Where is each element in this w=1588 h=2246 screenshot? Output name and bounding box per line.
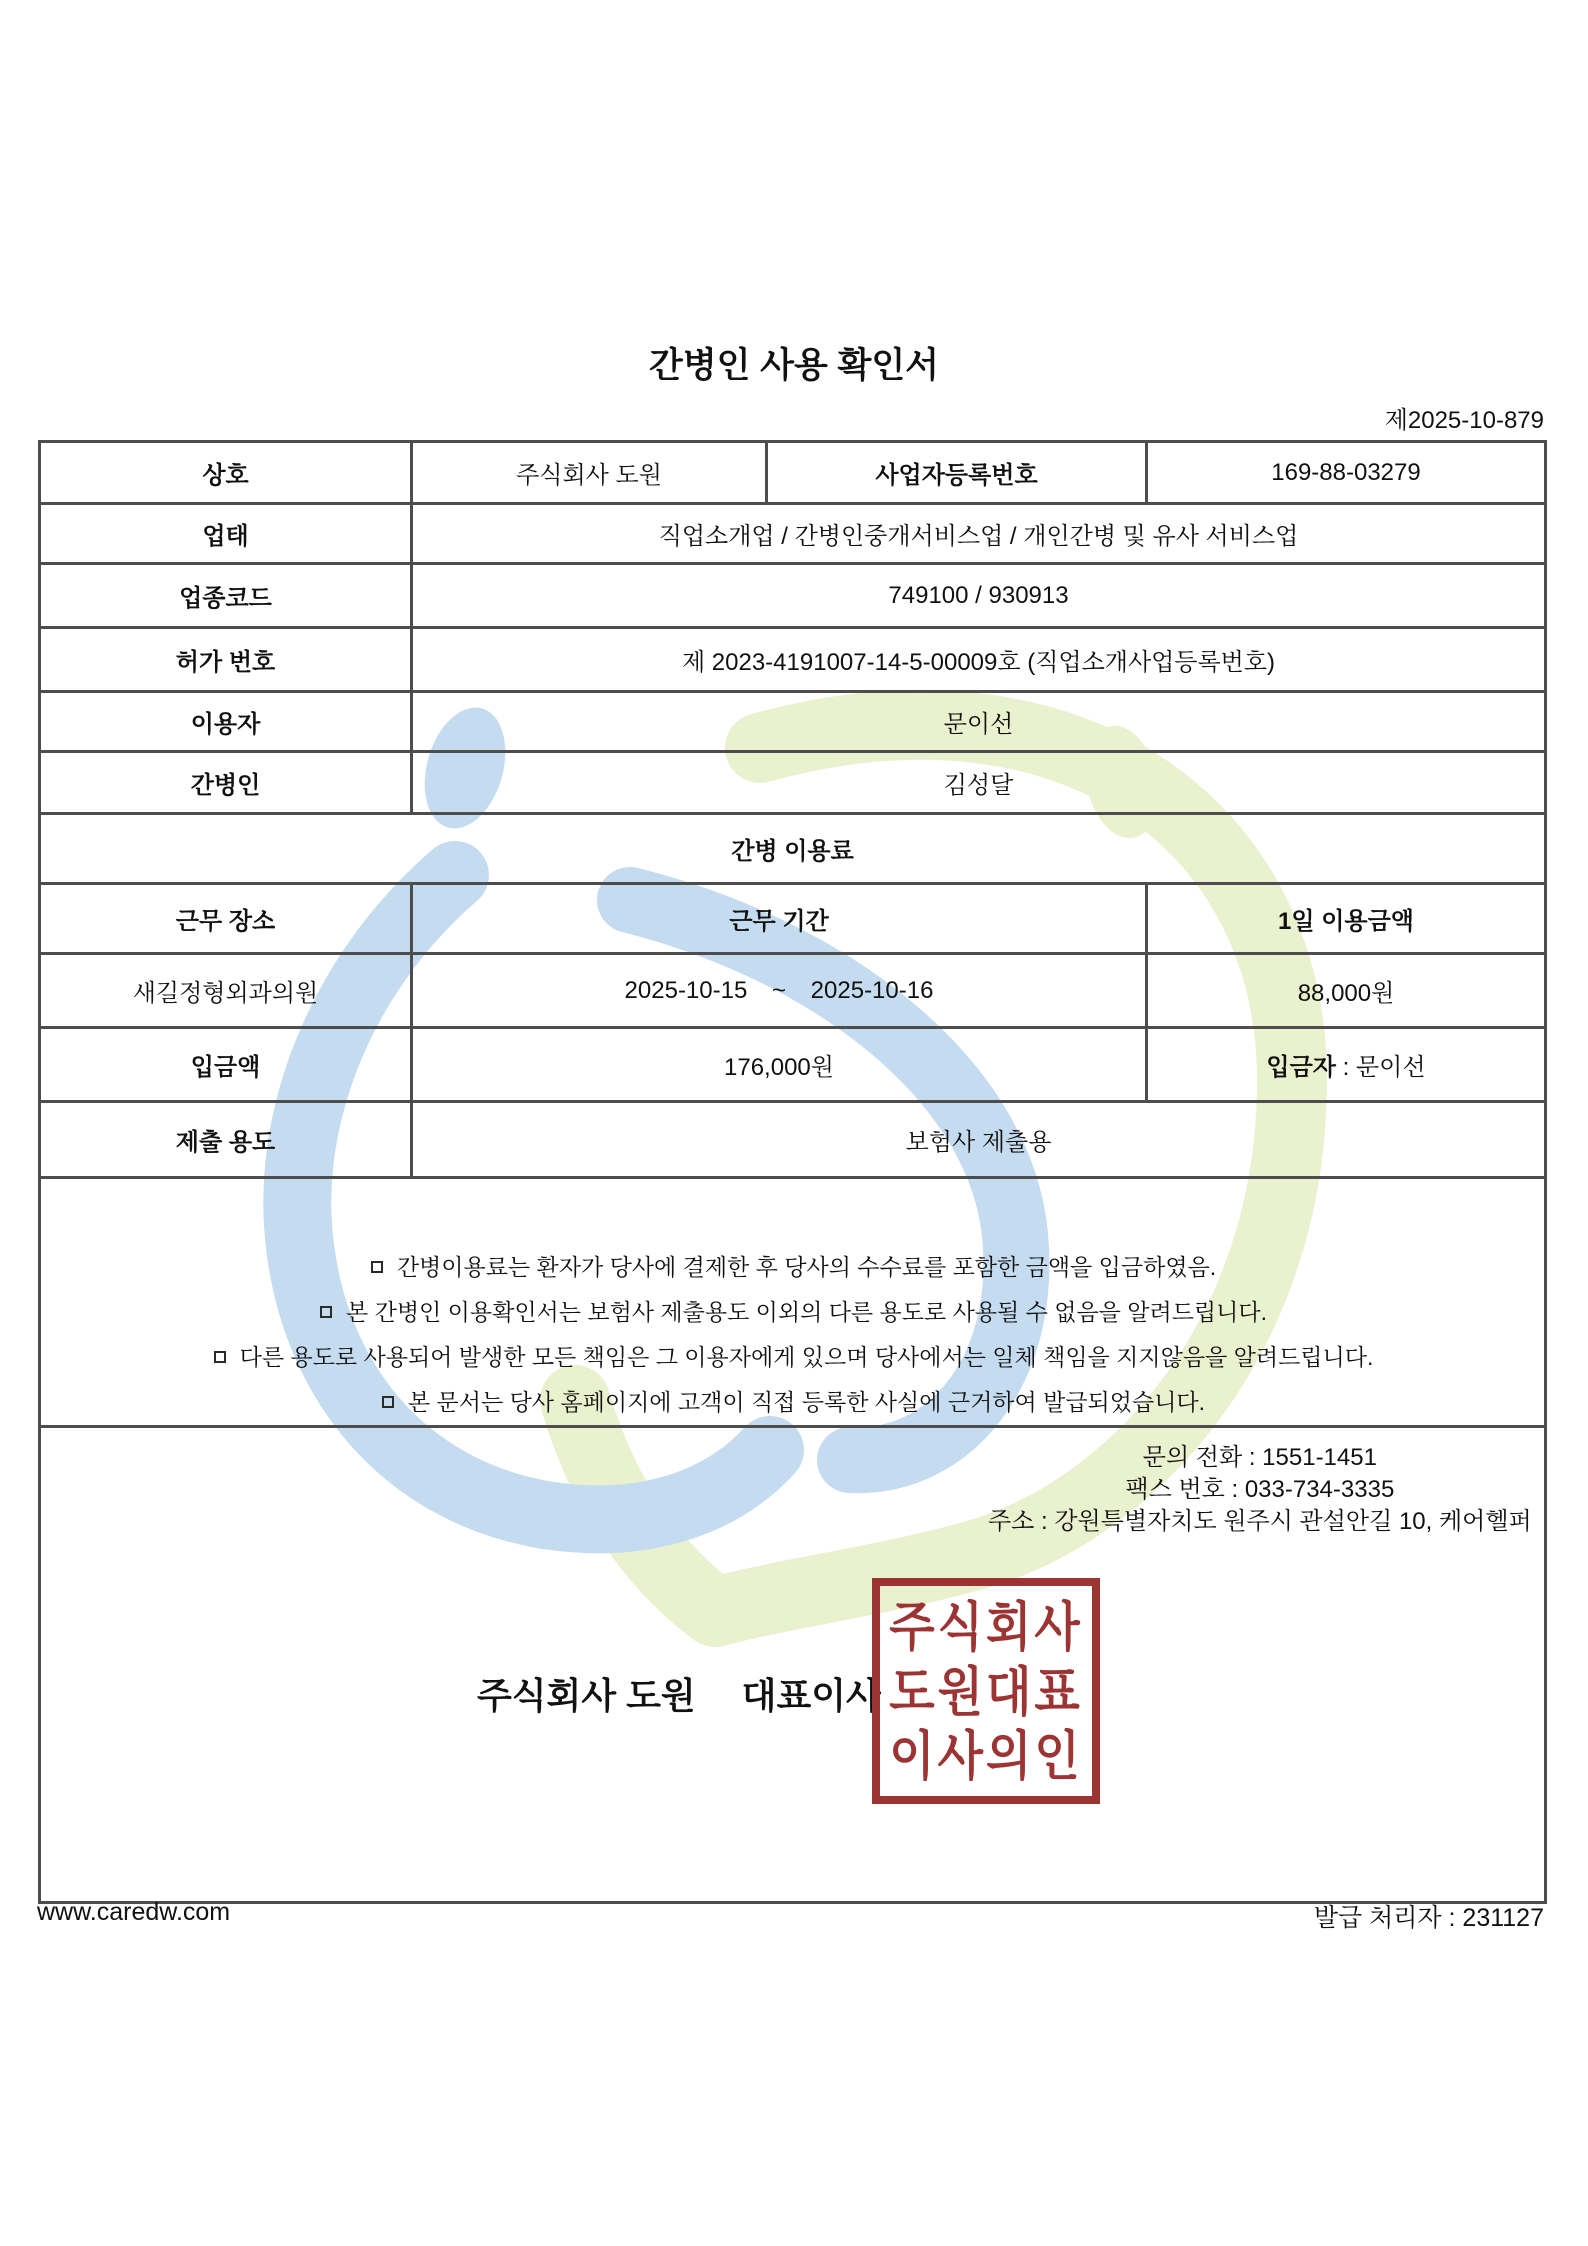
industry-code-value: 749100 / 930913: [412, 564, 1546, 628]
signature-role: 대표이사: [741, 1675, 881, 1716]
table-row: [40, 504, 1546, 564]
table-row: [40, 628, 1546, 692]
table-row: [40, 564, 1546, 628]
table-row: [40, 954, 1546, 1028]
business-regno-value: 169-88-03279: [1147, 442, 1546, 504]
issuer-id: 발급 처리자 : 231127: [1313, 1904, 1544, 1932]
table-row: [40, 752, 1546, 814]
website-url: www.caredw.com: [37, 1898, 231, 1926]
fee-section-title: 간병 이용료: [40, 814, 1546, 884]
seal-text-line: 이사의인: [889, 1725, 1083, 1785]
contact-fax: 팩스 번호 : 033-734-3335: [1125, 1476, 1395, 1503]
note-item: [63, 1290, 1524, 1335]
permit-number-value: 제 2023-4191007-14-5-00009호 (직업소개사업등록번호): [412, 628, 1546, 692]
table-row: [40, 1178, 1546, 1427]
company-name-label: 상호: [40, 442, 412, 504]
signature-line: [477, 1668, 881, 1719]
square-bullet-icon: [382, 1396, 394, 1408]
period-from: 2025-10-15: [624, 976, 748, 1004]
period-tilde: ~: [771, 976, 786, 1004]
confirmation-table: [38, 440, 1547, 1904]
permit-number-label: 허가 번호: [40, 628, 412, 692]
business-type-label: 업태: [40, 504, 412, 564]
deposit-label: 입금액: [40, 1028, 412, 1102]
company-name-value: 주식회사 도원: [412, 442, 767, 504]
note-text: 본 간병인 이용확인서는 보험사 제출용도 이외의 다른 용도로 사용될 수 없음을 알려드립니다.: [346, 1299, 1267, 1325]
table-row: [40, 1028, 1546, 1102]
purpose-label: 제출 용도: [40, 1102, 412, 1178]
note-item: [63, 1335, 1524, 1380]
page-footer: [37, 1898, 1544, 1934]
work-place-header: 근무 장소: [40, 884, 412, 954]
user-value: 문이선: [412, 692, 1546, 752]
note-text: 다른 용도로 사용되어 발생한 모든 책임은 그 이용자에게 있으며 당사에서는 일체 책임을 지지않음을 알려드립니다.: [239, 1344, 1374, 1370]
table-row: [40, 814, 1546, 884]
page-title: 간병인 사용 확인서: [649, 346, 939, 385]
work-place-value: 새길정형외과의원: [40, 954, 412, 1028]
square-bullet-icon: [371, 1261, 383, 1273]
deposit-value: 176,000원: [412, 1028, 1147, 1102]
seal-text-line: 주식회사: [889, 1597, 1083, 1657]
table-row: [40, 884, 1546, 954]
contact-address: 주소 : 강원특별자치도 원주시 관설안길 10, 케어헬퍼: [988, 1508, 1532, 1535]
notes-cell: [40, 1178, 1546, 1427]
signature-company: 주식회사 도원: [477, 1675, 696, 1716]
note-text: 본 문서는 당사 홈페이지에 고객이 직접 등록한 사실에 근거하여 발급되었습니다.: [407, 1389, 1206, 1415]
caregiver-value: 김성달: [412, 752, 1546, 814]
notes-list: [41, 1179, 1544, 1425]
purpose-value: 보험사 제출용: [412, 1102, 1546, 1178]
depositor-value: 문이선: [1356, 1054, 1426, 1081]
contact-phone: 문의 전화 : 1551-1451: [1142, 1444, 1377, 1471]
work-period-header: 근무 기간: [412, 884, 1147, 954]
signature-section: [40, 1427, 1546, 1903]
user-label: 이용자: [40, 692, 412, 752]
document-number: 제2025-10-879: [1384, 407, 1544, 434]
daily-fee-value: 88,000원: [1147, 954, 1546, 1028]
work-period-value: [412, 954, 1147, 1028]
depositor-label: 입금자: [1266, 1054, 1336, 1081]
seal-text-line: 도원대표: [889, 1661, 1083, 1721]
contact-info: [988, 1442, 1532, 1538]
table-row: [40, 692, 1546, 752]
corporate-seal-stamp: [872, 1578, 1100, 1804]
business-regno-label: 사업자등록번호: [767, 442, 1147, 504]
period-to: 2025-10-16: [810, 976, 934, 1004]
daily-fee-header: 1일 이용금액: [1147, 884, 1546, 954]
table-row: [40, 442, 1546, 504]
note-text: 간병이용료는 환자가 당사에 결제한 후 당사의 수수료를 포함한 금액을 입금하였음.: [396, 1254, 1217, 1280]
business-type-value: 직업소개업 / 간병인중개서비스업 / 개인간병 및 유사 서비스업: [412, 504, 1546, 564]
note-item: [63, 1245, 1524, 1290]
note-item: [63, 1380, 1524, 1425]
table-row: [40, 1102, 1546, 1178]
depositor-cell: [1147, 1028, 1546, 1102]
depositor-sep: :: [1335, 1054, 1356, 1081]
square-bullet-icon: [320, 1306, 332, 1318]
industry-code-label: 업종코드: [40, 564, 412, 628]
caregiver-label: 간병인: [40, 752, 412, 814]
table-row: [40, 1427, 1546, 1903]
square-bullet-icon: [214, 1351, 226, 1363]
